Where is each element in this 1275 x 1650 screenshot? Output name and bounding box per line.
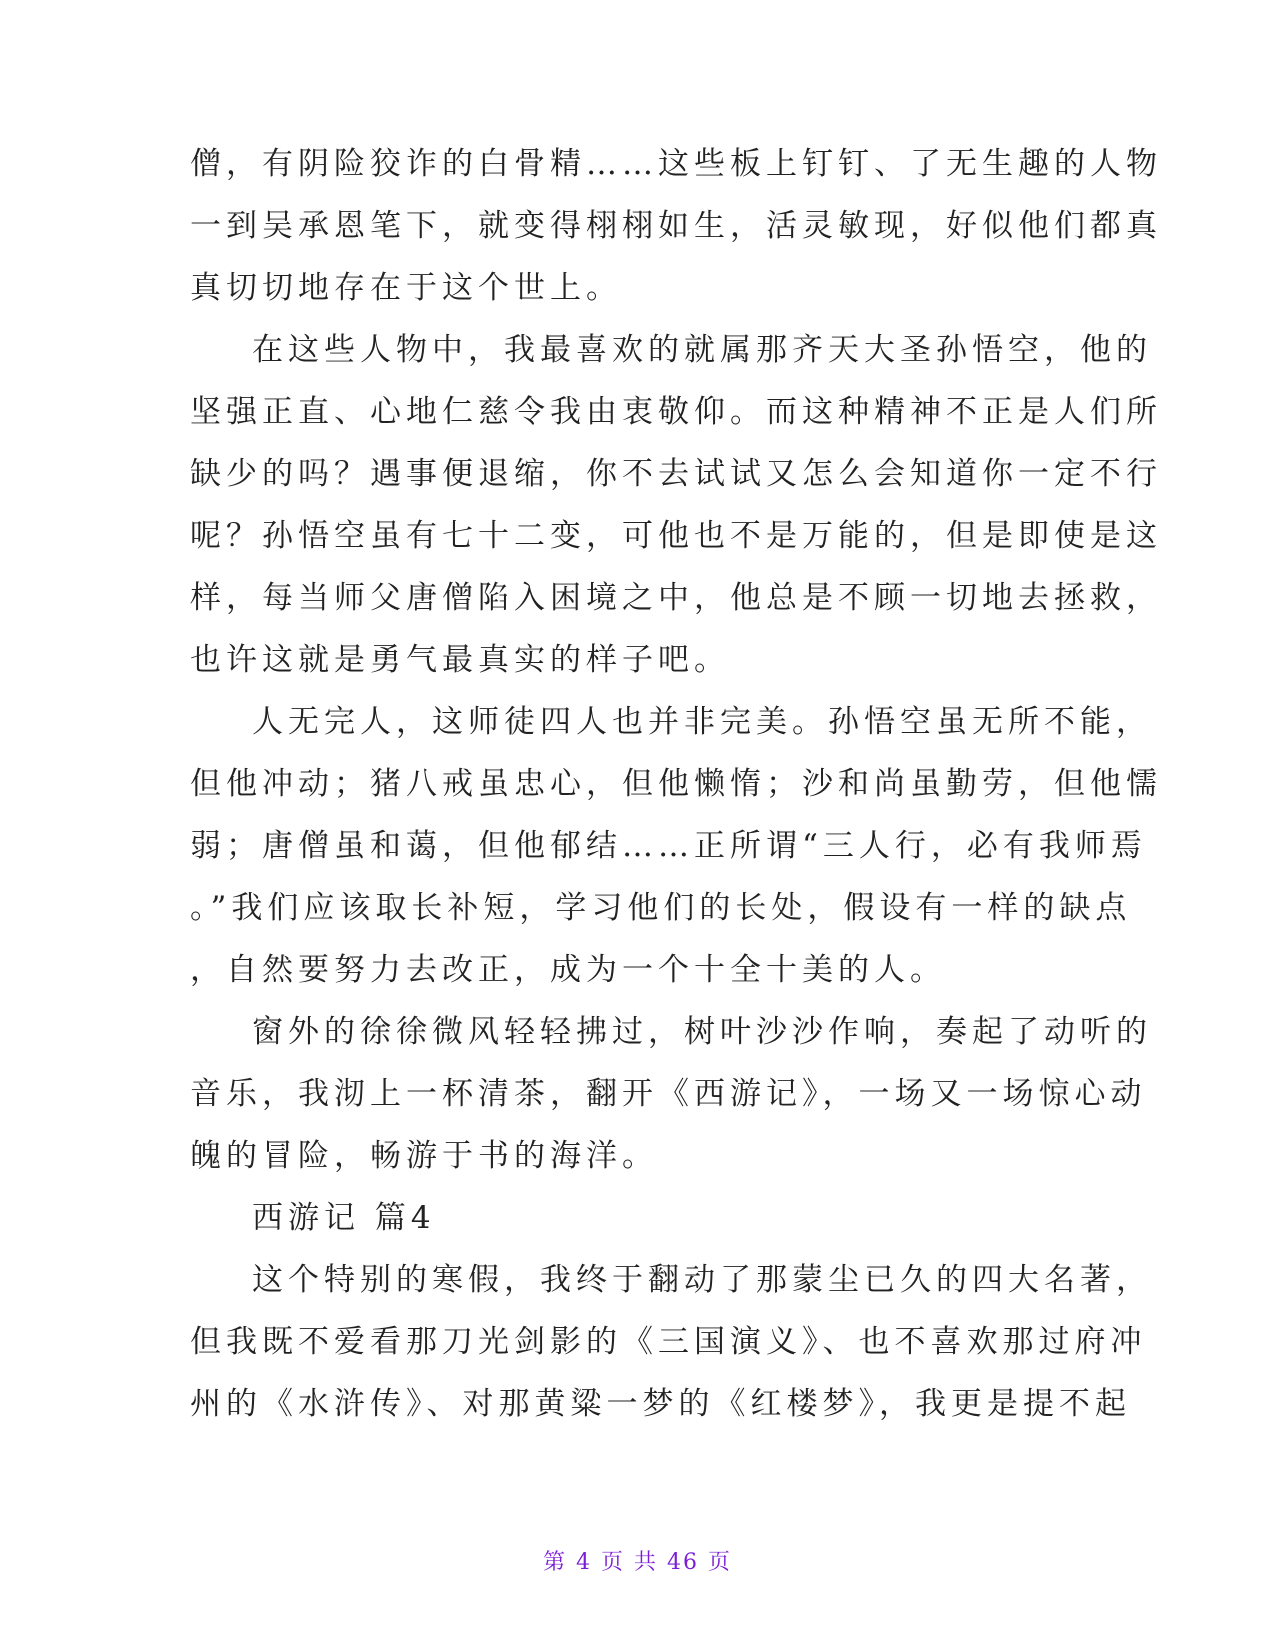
paragraph-line: 真切切地存在于这个世上。 (190, 270, 622, 306)
page-number-footer (0, 1548, 1275, 1578)
paragraph-line: 缺少的吗？遇事便退缩，你不去试试又怎么会知道你一定不行 (190, 456, 1162, 492)
paragraph-line: 。”我们应该取长补短，学习他们的长处，假设有一样的缺点 (190, 890, 1132, 926)
paragraph-line: 窗外的徐徐微风轻轻拂过，树叶沙沙作响，奏起了动听的 (252, 1014, 1152, 1050)
paragraph-line: 僧，有阴险狡诈的白骨精……这些板上钉钉、了无生趣的人物 (190, 146, 1162, 182)
paragraph-line: 但我既不爱看那刀光剑影的《三国演义》、也不喜欢那过府冲 (190, 1324, 1147, 1360)
page-number-text: 第 4 页 共 46 页 (543, 1550, 732, 1575)
paragraph-line: 样，每当师父唐僧陷入困境之中，他总是不顾一切地去拯救， (190, 580, 1162, 616)
paragraph-line: 也许这就是勇气最真实的样子吧。 (190, 642, 730, 678)
paragraph-line: 但他冲动；猪八戒虽忠心，但他懒惰；沙和尚虽勤劳，但他懦 (190, 766, 1162, 802)
paragraph-line: 人无完人，这师徒四人也并非完美。孙悟空虽无所不能， (252, 704, 1152, 740)
paragraph-line: 一到吴承恩笔下，就变得栩栩如生，活灵敏现，好似他们都真 (190, 208, 1162, 244)
paragraph-line: 这个特别的寒假，我终于翻动了那蒙尘已久的四大名著， (252, 1262, 1152, 1298)
paragraph-line: 音乐，我沏上一杯清茶，翻开《西游记》，一场又一场惊心动 (190, 1076, 1147, 1112)
paragraph-line: 州的《水浒传》、对那黄粱一梦的《红楼梦》，我更是提不起 (190, 1386, 1131, 1422)
paragraph-line: 在这些人物中，我最喜欢的就属那齐天大圣孙悟空，他的 (252, 332, 1152, 368)
paragraph-line: 坚强正直、心地仁慈令我由衷敬仰。而这种精神不正是人们所 (190, 394, 1162, 430)
section-heading: 西游记 篇4 (252, 1200, 436, 1236)
paragraph-line: 呢？孙悟空虽有七十二变，可他也不是万能的，但是即使是这 (190, 518, 1162, 554)
paragraph-line: 魄的冒险，畅游于书的海洋。 (190, 1138, 658, 1174)
paragraph-line: ，自然要努力去改正，成为一个十全十美的人。 (190, 952, 946, 988)
paragraph-line: 弱；唐僧虽和蔼，但他郁结……正所谓“三人行，必有我师焉 (190, 828, 1147, 864)
